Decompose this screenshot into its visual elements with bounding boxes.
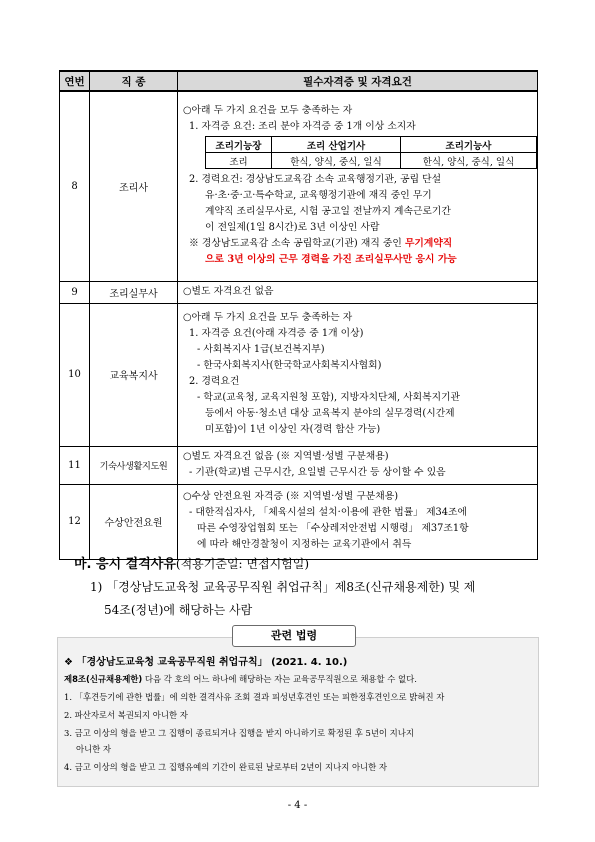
section-title: [74, 553, 309, 572]
req-line: 2. 경력요건: 경상남도교육감 소속 교육행정기관, 공립 단설: [189, 174, 442, 186]
req-line: 미포함)이 1년 이상인 자(경력 합산 가능): [205, 424, 381, 435]
law-heading: ❖ 「경상남도교육청 교육공무직원 취업규칙」 (2021. 4. 10.): [64, 657, 348, 668]
law-intro-text: 다음 각 호의 어느 하나에 해당하는 자는 교육공무직원으로 채용할 수 없다.: [142, 674, 417, 684]
requirements-table: [59, 70, 538, 560]
notice-line: [183, 236, 532, 252]
license-header: 조리기능장: [206, 137, 272, 153]
req-line: 계약직 조리실무사로, 시험 공고일 전날까지 계속근로기간: [205, 206, 451, 218]
license-cell: 한식, 양식, 중식, 일식: [401, 153, 537, 169]
row-no: 12: [60, 484, 90, 559]
law-item: 3. 금고 이상의 형을 받고 그 집행이 종료되거나 집행을 받지 아니하기로 확정된 후 5년이 지나지: [64, 728, 414, 738]
section-note: (적용기준일: 면접시험일): [175, 557, 310, 571]
law-item: 2. 파산자로서 복권되지 아니한 자: [64, 710, 188, 720]
req-line: - 대한적십자사, 「체육시설의 설치·이용에 관한 법률」 제34조에: [189, 507, 467, 518]
row-requirements: [178, 281, 538, 303]
req-line: - 한국사회복지사(한국학교사회복지사협회): [197, 360, 382, 371]
related-law-tab: 관련 법령: [232, 625, 356, 647]
row-requirements: [178, 303, 538, 446]
section-label: 마. 응시 결격사유: [74, 557, 176, 572]
req-line: 1. 자격증 요건(아래 자격증 중 1개 이상): [189, 328, 364, 339]
row-no: 9: [60, 281, 90, 303]
notice-highlight: 으로 3년 이상의 근무 경력을 가진 조리실무사만 응시 가능: [205, 254, 457, 266]
law-intro: [64, 673, 417, 685]
req-line: 에 따라 해안경찰청이 지정하는 교육기관에서 취득: [197, 539, 412, 550]
license-table: [205, 136, 537, 169]
row-requirements: [178, 446, 538, 484]
disqualification-item: 1) 「경상남도교육청 교육공무직원 취업규칙」제8조(신규채용제한) 및 제: [90, 580, 476, 594]
req-line: - 학교(교육청, 교육지원청 포함), 지방자치단체, 사회복지기관: [197, 392, 460, 403]
table-row: [60, 281, 538, 303]
req-line: 2. 경력요건: [189, 376, 240, 387]
law-item-cont: 아니한 자: [76, 744, 112, 754]
row-no: 10: [60, 303, 90, 446]
header-requirements: 필수자격증 및 자격요건: [178, 71, 538, 91]
req-line: 유·초·중·고·특수학교, 교육행정기관에 재직 중인 무기: [205, 190, 432, 202]
row-job: 수상안전요원: [90, 484, 178, 559]
header-job: 직 종: [90, 71, 178, 91]
license-header: 조리 산업기사: [272, 137, 401, 153]
table-header-row: [60, 71, 538, 91]
table-row: [60, 446, 538, 484]
license-header: 조리기능사: [401, 137, 537, 153]
license-row: [206, 153, 537, 169]
license-cell: 한식, 양식, 중식, 일식: [272, 153, 401, 169]
req-line: 등에서 아동·청소년 대상 교육복지 분야의 실무경력(시간제: [205, 408, 455, 419]
req-line: 따른 수영장업협회 또는 「수상레저안전법 시행령」 제37조1항: [197, 523, 469, 534]
req-line: ○별도 자격요건 없음 (※ 지역별·성별 구분채용): [183, 450, 389, 462]
row-no: 11: [60, 446, 90, 484]
row-job: 기숙사생활지도원: [90, 446, 178, 484]
row-job: 교육복지사: [90, 303, 178, 446]
license-cell: 조리: [206, 153, 272, 169]
req-line: 1. 자격증 요건: 조리 분야 자격증 중 1개 이상 소지자: [189, 121, 416, 133]
req-line: ○아래 두 가지 요건을 모두 충족하는 자: [183, 105, 353, 117]
row-no: 8: [60, 91, 90, 281]
req-line: ○수상 안전요원 자격증 (※ 지역별·성별 구분채용): [183, 491, 399, 502]
row-job: 조리사: [90, 91, 178, 281]
req-line: 이 전일제(1일 8시간)로 3년 이상인 사람: [205, 222, 380, 234]
notice-text: ※ 경상남도교육감 소속 공립학교(기관) 재직 중인: [189, 238, 405, 250]
table-row: [60, 303, 538, 446]
law-article: 제8조(신규채용제한): [64, 674, 143, 684]
license-header-row: [206, 137, 537, 153]
table-row: [60, 484, 538, 559]
row-job: 조리실무사: [90, 281, 178, 303]
row-requirements: [178, 484, 538, 559]
req-line: - 사회복지사 1급(보건복지부): [197, 344, 325, 355]
notice-highlight: 무기계약직: [404, 238, 453, 250]
row-requirements: [178, 91, 538, 281]
law-item: 1. 「후견등기에 관한 법률」에 의한 결격사유 조회 결과 피성년후견인 또는 피한정후견인으로 밝혀진 자: [64, 692, 445, 702]
law-item: 4. 금고 이상의 형을 받고 그 집행유예의 기간이 완료된 날로부터 2년이 지나지 아니한 자: [64, 762, 387, 772]
table-row: [60, 91, 538, 281]
page-number: - 4 -: [287, 800, 308, 811]
header-no: 연번: [60, 71, 90, 91]
disqualification-item-cont: 54조(정년)에 해당하는 사람: [104, 603, 253, 617]
req-line: ○별도 자격요건 없음: [183, 285, 274, 297]
req-line: - 기관(학교)별 근무시간, 요일별 근무시간 등 상이할 수 있음: [189, 466, 446, 478]
req-line: ○아래 두 가지 요건을 모두 충족하는 자: [183, 312, 353, 323]
